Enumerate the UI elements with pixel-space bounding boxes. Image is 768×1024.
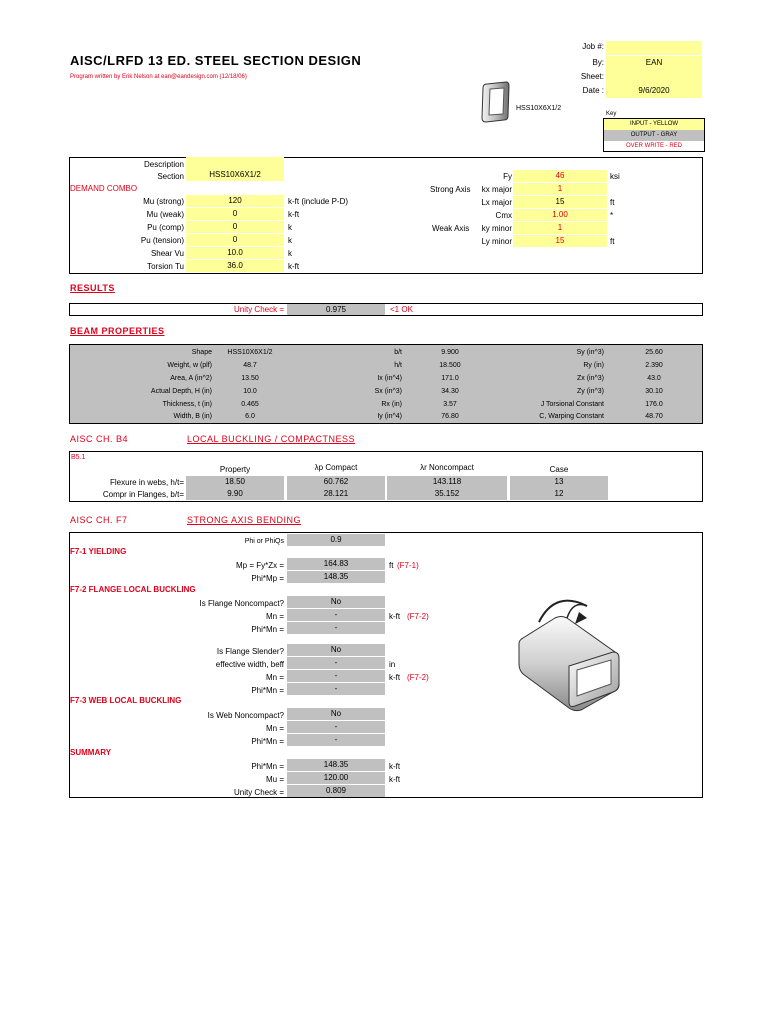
strong-axis-label: Strong Axis <box>430 185 471 194</box>
flange-noncompact-value: No <box>287 596 385 608</box>
strong-axis-bending-heading: STRONG AXIS BENDING <box>187 515 302 525</box>
hss-section-icon <box>478 80 510 124</box>
sum-uc-value: 0.809 <box>287 785 385 797</box>
pu-comp-label: Pu (comp) <box>147 223 184 232</box>
mn1-label: Mn = <box>265 612 284 621</box>
sum-mu-unit: k-ft <box>389 775 401 784</box>
weak-axis-label: Weak Axis <box>432 224 470 233</box>
unity-check-label: Unity Check = <box>233 305 284 314</box>
shear-field[interactable]: 10.0 <box>186 247 284 259</box>
results-panel <box>69 303 703 316</box>
by-label: By: <box>592 58 604 67</box>
pu-comp-field[interactable]: 0 <box>186 221 284 233</box>
fy-field[interactable]: 46 <box>513 170 607 182</box>
page-title: AISC/LRFD 13 ED. STEEL SECTION DESIGN <box>70 53 362 68</box>
ly-unit: ft <box>610 237 615 246</box>
beff-unit: in <box>389 660 396 669</box>
bp-c1-value: 48.7 <box>243 362 257 369</box>
phimn2-label: Phi*Mn = <box>251 686 284 695</box>
bp-c3-value: 25.60 <box>645 349 663 356</box>
torsion-label: Torsion Tu <box>147 262 184 271</box>
compr-flanges-property: 9.90 <box>186 488 284 500</box>
phimn1-value: - <box>287 622 385 634</box>
sum-mu-label: Mu = <box>265 775 284 784</box>
sum-mu-value: 120.00 <box>287 772 385 784</box>
phimp-value: 148.35 <box>287 571 385 583</box>
bp-c3-value: 176.0 <box>645 401 663 408</box>
date-field[interactable]: 9/6/2020 <box>606 84 702 98</box>
compr-flanges-case: 12 <box>510 488 608 500</box>
bp-c2-label: Sx (in^3) <box>374 388 402 395</box>
web-noncompact-value: No <box>287 708 385 720</box>
pu-tension-label: Pu (tension) <box>140 236 184 245</box>
f7-chapter: AISC CH. F7 <box>70 515 128 525</box>
phimn2-value: - <box>287 683 385 695</box>
job-label: Job #: <box>582 42 604 51</box>
lx-field[interactable]: 15 <box>513 196 607 208</box>
sum-uc-label: Unity Check = <box>233 788 284 797</box>
ly-field[interactable]: 15 <box>513 235 607 247</box>
bp-c1-value: 6.0 <box>245 413 255 420</box>
bp-c3-label: Ry (in) <box>583 362 604 369</box>
beff-label: effective width, beff <box>215 660 284 669</box>
lx-label: Lx major <box>481 198 512 207</box>
phimn3-value: - <box>287 734 385 746</box>
by-field[interactable]: EAN <box>606 56 702 70</box>
key-overwrite: OVER WRITE - RED <box>625 143 682 149</box>
bp-c3-value: 48.70 <box>645 413 663 420</box>
key-label: Key <box>606 111 617 117</box>
date-label: Date : <box>582 86 604 95</box>
bp-c1-label: Area, A (in^2) <box>170 375 212 382</box>
mn1-ref: (F7-2) <box>407 612 429 621</box>
beff-value: - <box>287 657 385 669</box>
bp-c1-label: Thickness, t (in) <box>162 401 212 408</box>
col-case: Case <box>549 465 569 474</box>
job-field[interactable] <box>606 41 702 55</box>
pu-tension-unit: k <box>288 236 292 245</box>
shear-unit: k <box>288 249 292 258</box>
mp-ref: (F7-1) <box>397 561 419 570</box>
torsion-unit: k-ft <box>288 262 300 271</box>
mp-unit: ft <box>389 561 394 570</box>
bp-c2-label: Ix (in^4) <box>377 375 402 382</box>
phimp-label: Phi*Mp = <box>251 574 284 583</box>
f7-3-heading: F7-3 WEB LOCAL BUCKLING <box>70 696 182 705</box>
mp-label: Mp = Fy*Zx = <box>235 561 284 570</box>
bp-c3-label: J Torsional Constant <box>540 401 604 408</box>
sum-phimn-value: 148.35 <box>287 759 385 771</box>
web-noncompact-label: Is Web Noncompact? <box>207 711 284 720</box>
bp-c1-value: HSS10X6X1/2 <box>227 349 273 356</box>
section-field[interactable]: HSS10X6X1/2 <box>186 169 284 181</box>
mn2-label: Mn = <box>265 673 284 682</box>
ky-label: ky minor <box>481 224 512 233</box>
bp-c2-value: 171.0 <box>441 375 459 382</box>
bp-c3-value: 2.390 <box>645 362 663 369</box>
key-input: INPUT - YELLOW <box>604 119 704 130</box>
f7-2-heading: F7-2 FLANGE LOCAL BUCKLING <box>70 585 196 594</box>
section-label: Section <box>157 172 184 181</box>
bp-c2-value: 34.30 <box>441 388 459 395</box>
mu-strong-unit: k-ft (include P-D) <box>288 197 349 206</box>
shear-label: Shear Vu <box>150 249 184 258</box>
compr-flanges-label: Compr in Flanges, b/t= <box>102 490 184 499</box>
bp-c1-label: Actual Depth, H (in) <box>150 388 212 395</box>
bp-c1-label: Width, B (in) <box>173 413 212 420</box>
mp-value: 164.83 <box>287 558 385 570</box>
phimn1-label: Phi*Mn = <box>251 625 284 634</box>
bp-c2-value: 76.80 <box>441 413 459 420</box>
bp-c1-value: 0.465 <box>241 401 259 408</box>
mn3-label: Mn = <box>265 724 284 733</box>
bp-c3-value: 30.10 <box>645 388 663 395</box>
compr-flanges-compact: 28.121 <box>287 488 385 500</box>
flange-slender-value: No <box>287 644 385 656</box>
col-property: Property <box>219 465 251 474</box>
cmx-label: Cmx <box>495 211 512 220</box>
phi-label: Phi or PhiQs <box>244 538 284 545</box>
flexure-webs-property: 18.50 <box>186 476 284 488</box>
ly-label: Ly minor <box>481 237 512 246</box>
sum-phimn-label: Phi*Mn = <box>251 762 284 771</box>
mu-weak-unit: k-ft <box>288 210 300 219</box>
fy-unit: ksi <box>610 172 620 181</box>
flange-noncompact-label: Is Flange Noncompact? <box>199 599 284 608</box>
mn1-value: - <box>287 609 385 621</box>
bp-c1-label: Weight, w (plf) <box>167 362 212 369</box>
mn2-value: - <box>287 670 385 682</box>
bp-c1-value: 13.50 <box>241 375 259 382</box>
mu-strong-label: Mu (strong) <box>143 197 184 206</box>
bp-c3-label: Sy (in^3) <box>576 349 604 356</box>
demand-combo-heading: DEMAND COMBO <box>70 184 138 193</box>
results-heading: RESULTS <box>70 283 115 293</box>
col-noncompact: λr Noncompact <box>420 463 474 472</box>
b51-ref: B5.1 <box>71 454 86 461</box>
flexure-webs-label: Flexure in webs, h/t= <box>109 478 184 487</box>
flexure-webs-case: 13 <box>510 476 608 488</box>
b4-chapter: AISC CH. B4 <box>70 434 129 444</box>
kx-field[interactable]: 1 <box>513 183 607 195</box>
compr-flanges-noncompact: 35.152 <box>387 488 507 500</box>
bp-c2-label: Iy (in^4) <box>377 413 402 420</box>
col-compact: λp Compact <box>314 463 358 472</box>
mu-weak-label: Mu (weak) <box>146 210 184 219</box>
f7-1-heading: F7-1 YIELDING <box>70 547 127 556</box>
lx-unit: ft <box>610 198 615 207</box>
bp-c1-label: Shape <box>191 349 212 356</box>
key-output: OUTPUT - GRAY <box>604 130 704 141</box>
bp-c2-value: 3.57 <box>443 401 457 408</box>
bp-c3-label: Zx (in^3) <box>576 375 604 382</box>
bp-c3-label: C, Warping Constant <box>539 413 604 420</box>
mn2-unit: k-ft <box>389 673 401 682</box>
mu-weak-field[interactable]: 0 <box>186 208 284 220</box>
bp-c2-value: 9.900 <box>441 349 459 356</box>
mu-strong-field[interactable]: 120 <box>186 195 284 207</box>
bp-c3-value: 43.0 <box>647 375 661 382</box>
ky-field[interactable]: 1 <box>513 222 607 234</box>
program-credit: Program written by Erik Nelson at ean@eandesign.com (12/18/06) <box>70 74 247 80</box>
phimn3-label: Phi*Mn = <box>251 737 284 746</box>
bp-c3-label: Zy (in^3) <box>576 388 604 395</box>
unity-check-value: 0.975 <box>287 304 385 315</box>
local-buckling-heading: LOCAL BUCKLING / COMPACTNESS <box>187 434 356 444</box>
description-field[interactable] <box>186 157 284 169</box>
torsion-field[interactable]: 36.0 <box>186 260 284 272</box>
beam-bending-icon <box>515 588 625 712</box>
sheet-label: Sheet: <box>580 72 604 81</box>
mn3-value: - <box>287 721 385 733</box>
mn2-ref: (F7-2) <box>407 673 429 682</box>
cmx-field[interactable]: 1.00 <box>513 209 607 221</box>
bp-c2-value: 18.500 <box>439 362 461 369</box>
sheet-field[interactable] <box>606 70 702 84</box>
pu-tension-field[interactable]: 0 <box>186 234 284 246</box>
flexure-webs-noncompact: 143.118 <box>387 476 507 488</box>
cmx-unit: * <box>610 211 614 220</box>
kx-label: kx major <box>481 185 512 194</box>
sum-phimn-unit: k-ft <box>389 762 401 771</box>
mn1-unit: k-ft <box>389 612 401 621</box>
section-image-label: HSS10X6X1/2 <box>516 105 562 112</box>
unity-check-status: <1 OK <box>390 305 413 314</box>
phi-value: 0.9 <box>287 534 385 546</box>
beam-properties-heading: BEAM PROPERTIES <box>70 326 165 336</box>
bp-c2-label: b/t <box>394 349 402 356</box>
flexure-webs-compact: 60.762 <box>287 476 385 488</box>
bp-c1-value: 10.0 <box>243 388 257 395</box>
bp-c2-label: Rx (in) <box>381 401 402 408</box>
bp-c2-label: h/t <box>394 362 402 369</box>
pu-comp-unit: k <box>288 223 292 232</box>
flange-slender-label: Is Flange Slender? <box>216 647 284 656</box>
color-key <box>603 118 705 152</box>
description-label: Description <box>143 160 184 169</box>
fy-label: Fy <box>503 172 512 181</box>
summary-heading: SUMMARY <box>70 748 112 757</box>
